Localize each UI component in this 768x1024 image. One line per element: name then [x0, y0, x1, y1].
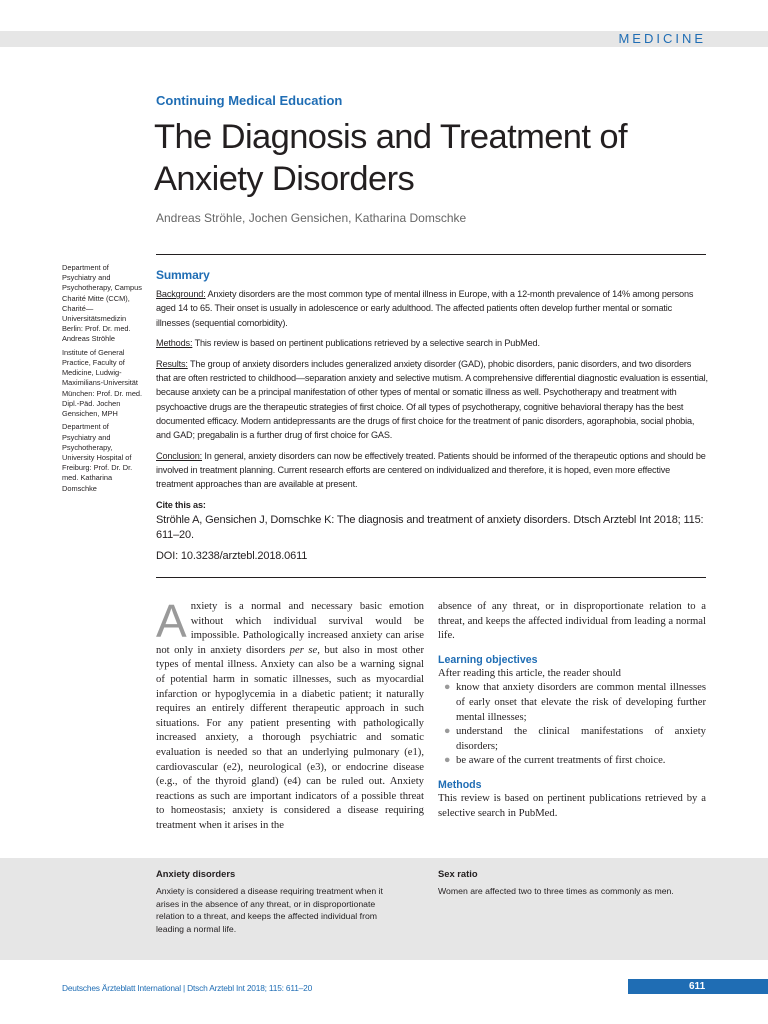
bullet-icon: ●: [444, 682, 451, 694]
summary-heading: Summary: [156, 268, 210, 282]
list-item: ● know that anxiety disorders are common mental illnesses of early onset that elevate the risk of developing further mental illnesses;: [444, 682, 706, 723]
bullet-icon: ●: [444, 726, 451, 738]
summary-conclusion: [156, 449, 708, 492]
objectives-list: [438, 681, 706, 769]
summary-results: [156, 357, 708, 443]
footer-journal: Deutsches Ärzteblatt International | Dtsch Arztebl Int 2018; 115: 611–20: [62, 983, 313, 993]
article-title: The Diagnosis and Treatment of Anxiety Disorders: [154, 118, 627, 198]
learning-objectives-heading: Learning objectives: [438, 653, 538, 666]
bullet-icon: ●: [444, 755, 451, 767]
body-text: but also in most other types of mental illness. Anxiety can also be a warning signal of potential harm in somatic illnesses, such as myocardial infarction or hypoglycemia in a diabetic patient; it naturally requires an entirely different therapeutic approach in such situations. For any patient presenting with pathologically increased anxiety, a thorough psychiatric and somatic evaluation is needed so that an underlying pulmonary (e1), cardiovascular (e2), neurological (e3), or endocrine disease (e.g., of the thyroid gland) (e4) can be ruled out. Anxiety reactions as such are important indicators of a possible threat to homeostasis; anxiety is considered a disease requiring treatment when it arises in the: [156, 644, 425, 831]
article-authors: Andreas Ströhle, Jochen Gensichen, Katharina Domschke: [156, 211, 467, 225]
list-item: ● be aware of the current treatments of first choice.: [456, 754, 706, 769]
methods-label: Methods:: [156, 338, 193, 349]
body-column-left: [156, 595, 425, 834]
summary-section: [156, 268, 708, 569]
article-kicker: Continuing Medical Education: [156, 93, 343, 108]
doi-link[interactable]: DOI: 10.3238/arztebl.2018.0611: [156, 549, 308, 562]
cite-heading: Cite this as:: [156, 500, 206, 511]
box-anxiety-disorders: [156, 868, 406, 935]
body-text: absence of any threat, or in disproportionate relation to a threat, and keeps the affected individual from leading a normal life.: [438, 601, 706, 642]
section-label: MEDICINE: [618, 31, 706, 46]
summary-divider: [156, 254, 706, 255]
affiliation: Department of Psychiatry and Psychotherapy, University Hospital of Freiburg: Prof. Dr. Dr. med. Katharina Domschke: [62, 422, 133, 493]
body-divider: [156, 577, 706, 578]
body-column-right: [438, 600, 706, 821]
conclusion-label: Conclusion:: [156, 450, 203, 461]
methods-text: This review is based on pertinent publications retrieved by a selective search in PubMed.: [194, 338, 540, 349]
body-text: nxiety is a normal and necessary basic emotion without which individual survival would be impossible. Pathologically increased anxiety can arise not only in anxiety disorders: [156, 601, 424, 656]
objectives-intro: After reading this article, the reader should: [438, 667, 621, 679]
box-title: Anxiety disorders: [156, 868, 236, 879]
conclusion-text: In general, anxiety disorders can now be effectively treated. Patients should be informed of the therapeutic options and should be involved in treatment planning. Current research efforts are centered on individualized and therefore, it is hoped, even more effective treatment approaches than are available at present.: [156, 450, 706, 490]
box-text: Women are affected two to three times as commonly as men.: [438, 886, 674, 897]
methods-body: This review is based on pertinent publications retrieved by a selective search in PubMed.: [438, 792, 706, 819]
background-text: Anxiety disorders are the most common type of mental illness in Europe, with a 12-month prevalence of 14% among persons aged 14 to 65. Their onset is usually in adolescence or early adulthood. The affected patients often develop further mental or somatic illnesses (sequential comorbidity).: [156, 289, 694, 328]
background-label: Background:: [156, 289, 206, 299]
box-title: Sex ratio: [438, 868, 478, 879]
affiliations: [62, 263, 144, 497]
box-sex-ratio: [438, 868, 706, 898]
page-number: 611: [689, 981, 706, 992]
results-label: Results:: [156, 358, 188, 369]
drop-cap: A: [156, 595, 187, 647]
affiliation: Department of Psychiatry and Psychotherapy, Campus Charité Mitte (CCM), Charité—Universitätsmedizin Berlin: Prof. Dr. med. Andreas Ströhle: [62, 263, 142, 344]
body-italic: per se,: [289, 644, 320, 656]
summary-background: [156, 287, 708, 330]
methods-heading: Methods: [438, 778, 482, 791]
list-item: ● understand the clinical manifestations of anxiety disorders;: [444, 726, 706, 752]
summary-methods: [156, 336, 708, 350]
results-text: The group of anxiety disorders includes generalized anxiety disorder (GAD), phobic disorders, panic disorders, and two disorders that are often restricted to childhood—separation anxiety and selective mutism. A comprehensive differential diagnostic evaluation is essential, because anxiety can be a principal manifestation of other types of mental or somatic illness as well. Psychotherapy and treatment with psychoactive drugs are the therapeutic strategies of first choice. Of all types of psychotherapy, cognitive behavioral therapy has the best documented efficacy. Modern antidepressants are the drugs of first choice for the treatment of panic disorders, agoraphobia, social phobia, and GAD; pregabalin is a further drug of first choice for GAS.: [156, 358, 708, 441]
citation: Ströhle A, Gensichen J, Domschke K: The diagnosis and treatment of anxiety disorders. Dtsch Arztebl Int 2018; 115: 611–20.: [156, 514, 704, 541]
affiliation: Institute of General Practice, Faculty of Medicine, Ludwig-Maximilians-Universität München: Prof. Dr. med. Dipl.-Päd. Jochen Gensichen, MPH: [62, 347, 143, 419]
box-text: Anxiety is considered a disease requiring treatment when it arises in the absence of any threat, or in disproportionate relation to a threat, and keeps the affected individual from leading a normal life.: [156, 886, 383, 934]
